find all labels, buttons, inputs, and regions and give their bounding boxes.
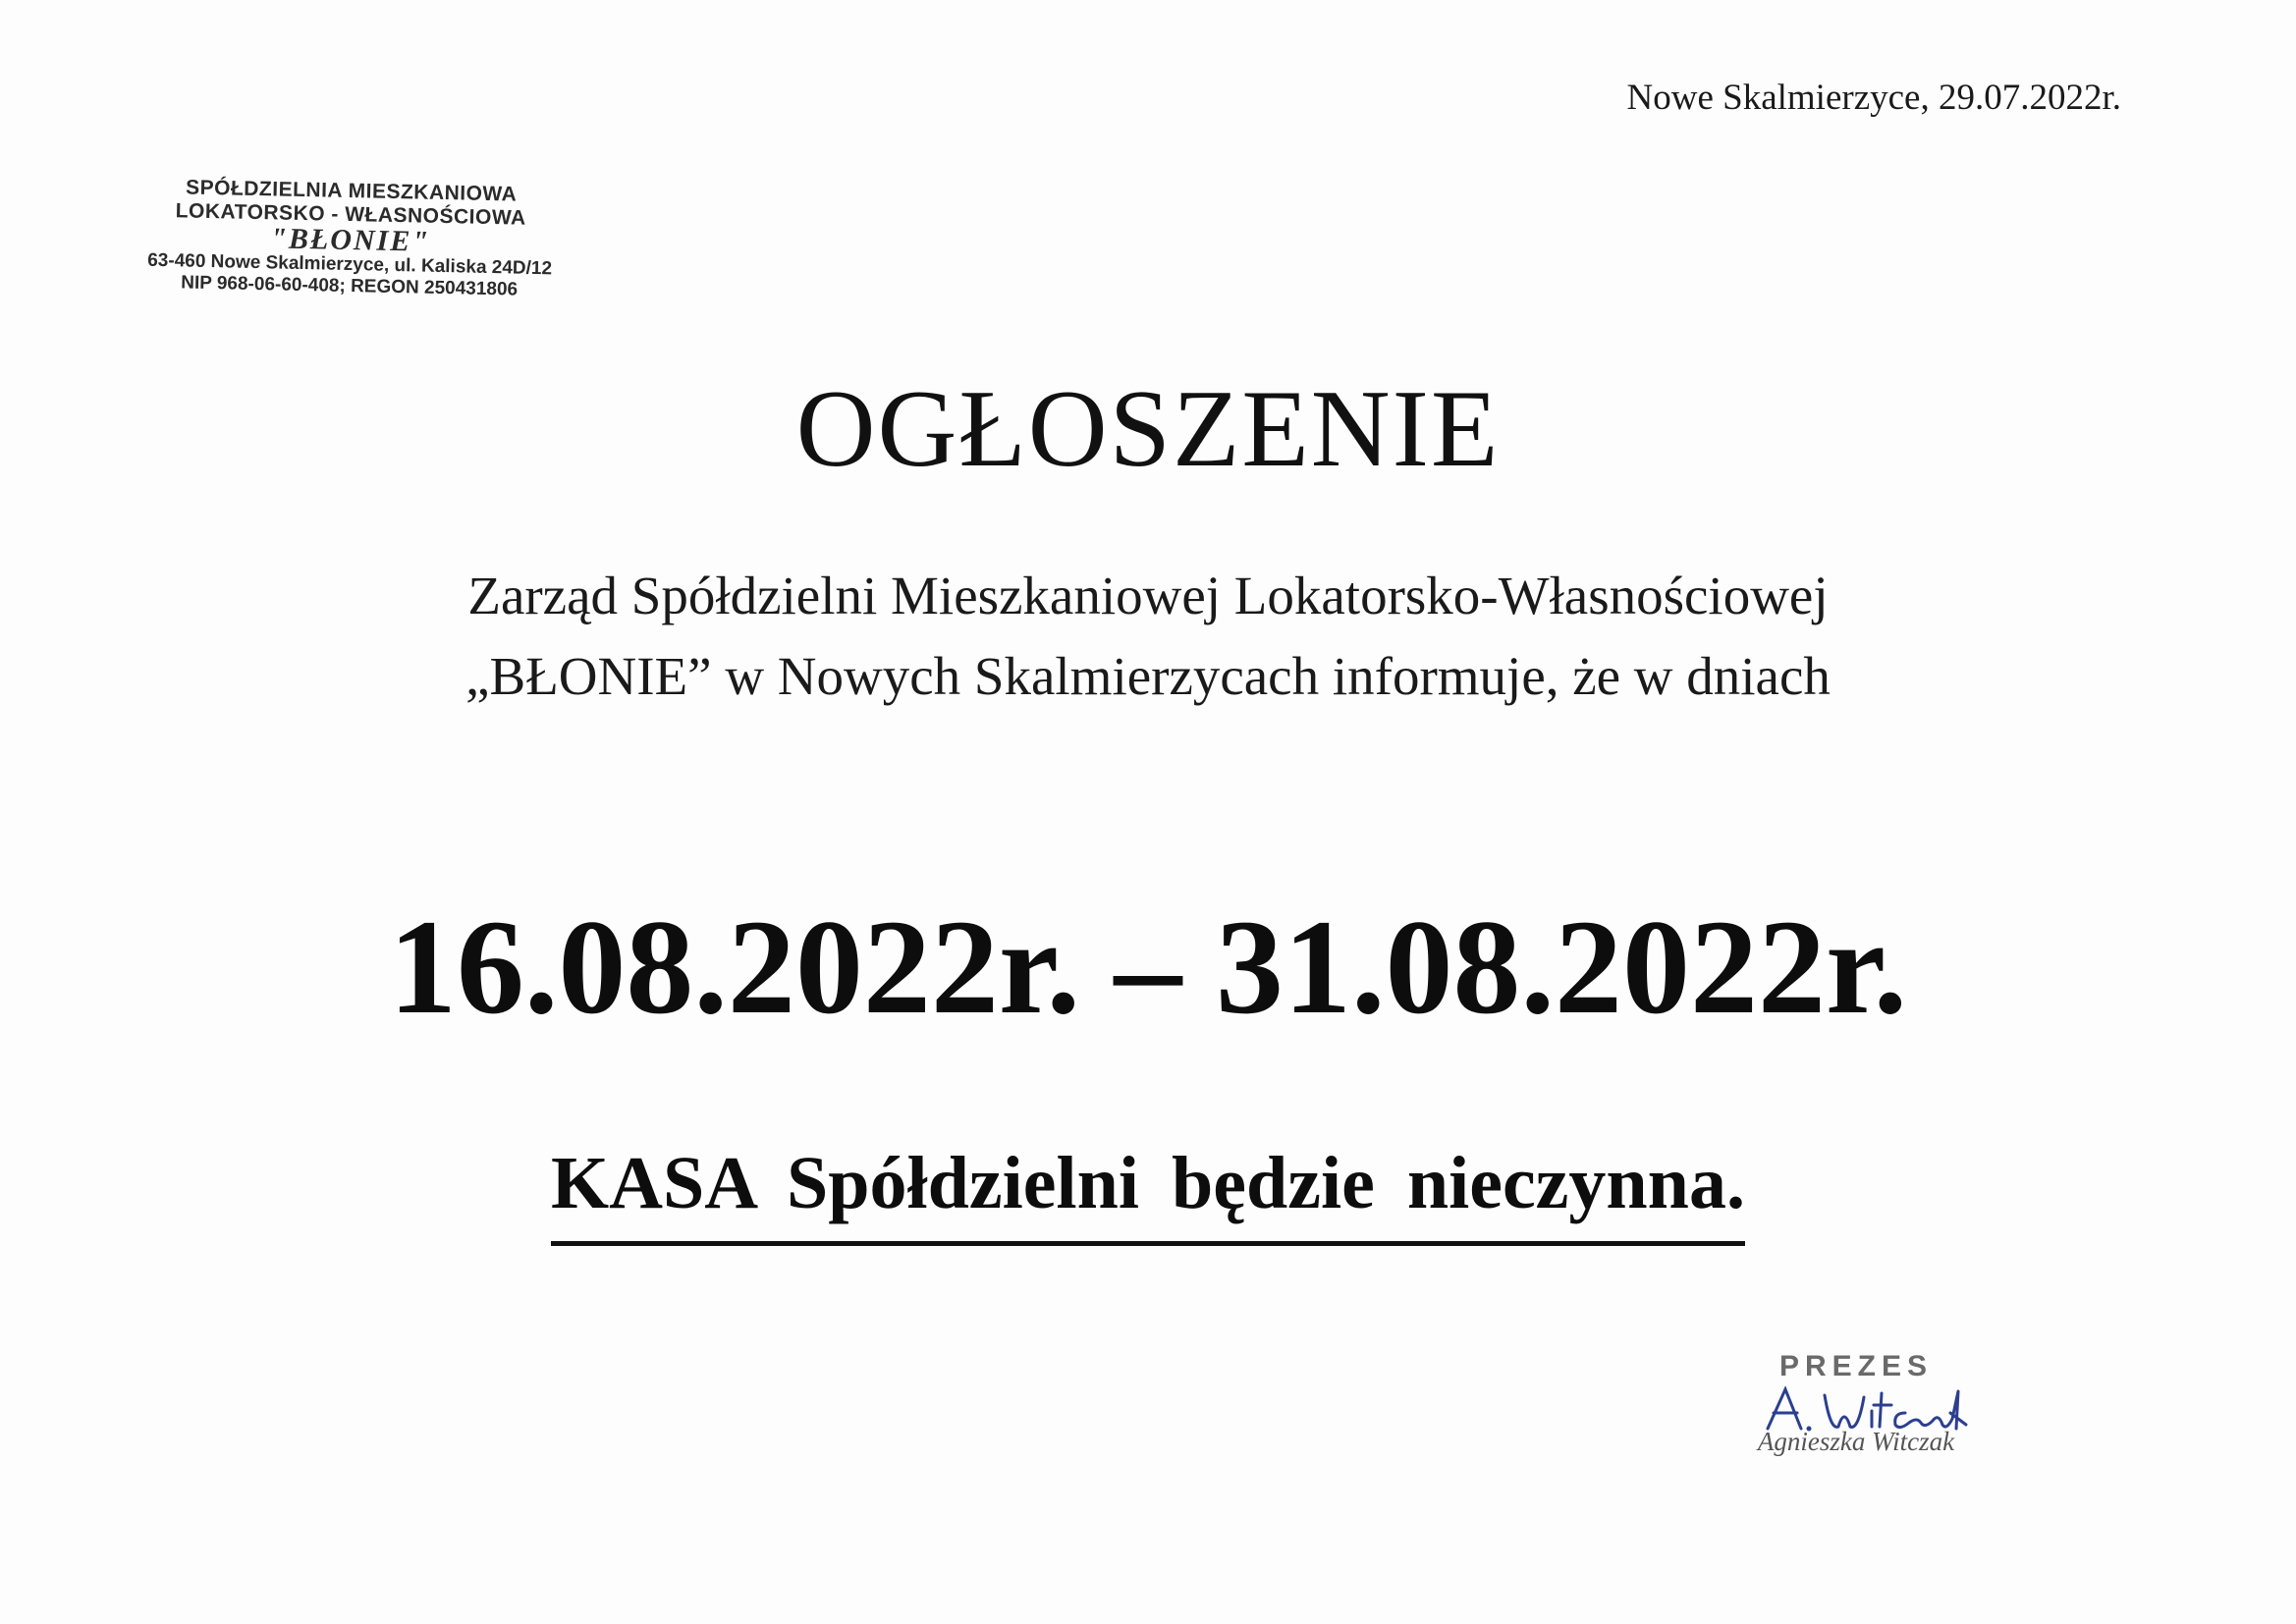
cooperative-stamp (113, 175, 586, 302)
signature-role-stamp: PREZES (1778, 1350, 1934, 1382)
stamp-line-name: "BŁONIE" (269, 222, 431, 258)
closure-notice-text: KASA Spółdzielni będzie nieczynna. (551, 1129, 1745, 1246)
signature-block (1709, 1350, 2003, 1457)
stamp-line-1: SPÓŁDZIELNIA MIESZKANIOWA (185, 176, 518, 206)
stamp-line-tax-ids: NIP 968-06-60-408; REGON 250431806 (181, 272, 519, 300)
announcement-intro (0, 556, 2296, 717)
intro-line-1: Zarząd Spółdzielni Mieszkaniowej Lokatorsko-Własnościowej (467, 566, 1829, 625)
announcement-title: OGŁOSZENIE (795, 368, 1501, 490)
stamp-line-2: LOKATORSKO - WŁASNOŚCIOWA (175, 199, 526, 230)
closure-notice (0, 1129, 2296, 1246)
intro-line-2: „BŁONIE” w Nowych Skalmierzycach informuje, że w dniach (465, 646, 1831, 706)
place-and-date: Nowe Skalmierzyce, 29.07.2022r. (1626, 78, 2121, 118)
stamp-line-address: 63-460 Nowe Skalmierzyce, ul. Kaliska 24D/12 (147, 249, 553, 280)
signatory-name: Agnieszka Witczak (1757, 1427, 1955, 1456)
closure-dates: 16.08.2022r. – 31.08.2022r. (388, 892, 1908, 1042)
